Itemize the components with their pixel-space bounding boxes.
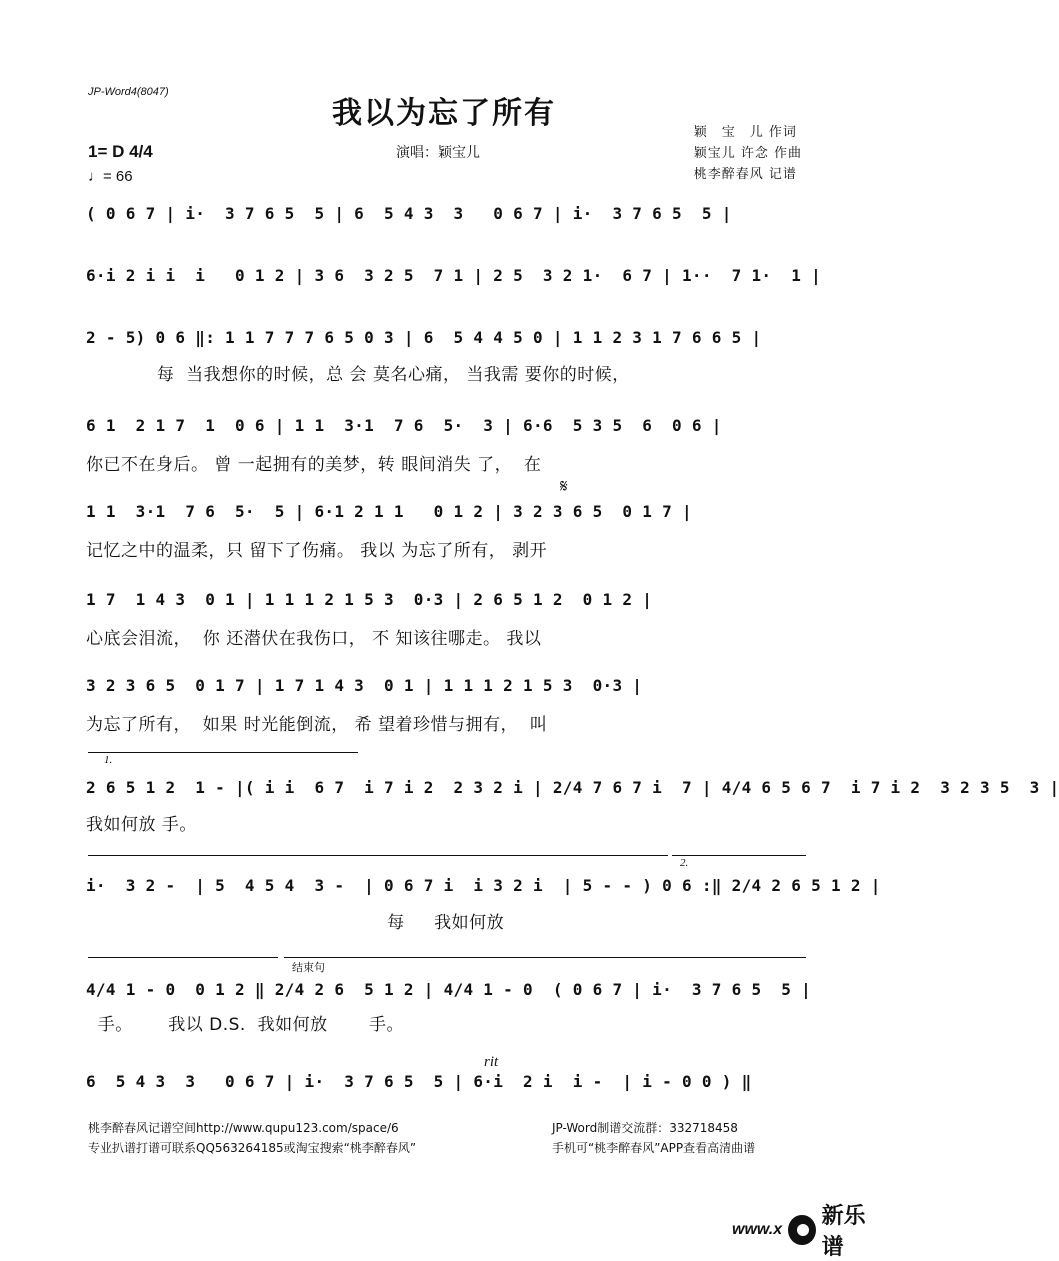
song-title: 我以为忘了所有 [332,96,556,131]
logo-disc-icon [788,1215,815,1245]
volta-bracket-2 [672,855,806,856]
credits-block [694,122,802,185]
coda-label: 结束句 [292,961,325,974]
transcriber-credit: 桃李醉春风 记谱 [693,167,797,182]
score-row-8-notes: 2 6 5 1 2 1 - |( i i 6 7 i 7 i 2 2 3 2 i | 2/4 7 6 7 i 7 | 4/4 6 5 6 7 i 7 i 2 3 2 3 5 3 | [86,778,1059,797]
score-row-5-notes: 1 1 3·1 7 6 5· 5 | 6·1 2 1 1 0 1 2 | 3 2 3 6 5 0 1 7 | [86,502,692,521]
score-row-8-lyrics: 我如何放 手。 [86,815,197,835]
coda-bracket [284,957,806,958]
watermark-brand: 新乐谱 [821,1204,866,1260]
score-row-7-lyrics: 为忘了所有， 如果 时光能倒流， 希 望着珍惜与拥有， 叫 [86,715,548,735]
score-row-11-notes: 6 5 4 3 3 0 6 7 | i· 3 7 6 5 5 | 6·i 2 i i - | i - 0 0 ) ‖ [86,1072,752,1091]
key-signature: 1= D 4/4 [88,142,153,161]
score-row-5-lyrics: 记忆之中的温柔，只 留下了伤痛。 我以 为忘了所有， 剥开 [86,541,548,561]
volta-2-label: 2. [680,857,689,869]
score-row-6-lyrics: 心底会泪流， 你 还潜伏在我伤口， 不 知该往哪走。 我以 [86,629,542,649]
volta-1-label: 1. [104,754,113,766]
footer-right [552,1118,755,1158]
footer-group: JP-Word制谱交流群：332718458 [552,1121,738,1135]
rit-marking: rit [484,1054,499,1070]
volta-bracket-1 [88,752,358,753]
watermark-url: www.x [732,1221,783,1238]
volta-bracket-1-cont [88,855,668,856]
score-row-3-lyrics: 每 当我想你的时候，总 会 莫名心痛， 当我需 要你的时候， [86,365,630,385]
score-row-1-notes: ( 0 6 7 | i· 3 7 6 5 5 | 6 5 4 3 3 0 6 7 | i· 3 7 6 5 5 | [86,204,732,223]
score-row-3-notes: 2 - 5) 0 6 ‖: 1 1 7 7 7 6 5 0 3 | 6 5 4 4 5 0 | 1 1 2 3 1 7 6 6 5 | [86,328,762,347]
score-row-9-notes: i· 3 2 - | 5 4 5 4 3 - | 0 6 7 i i 3 2 i | 5 - - ) 0 6 :‖ 2/4 2 6 5 1 2 | [86,876,881,895]
score-row-4-notes: 6 1 2 1 7 1 0 6 | 1 1 3·1 7 6 5· 3 | 6·6 5 3 5 6 0 6 | [86,416,722,435]
score-row-4-lyrics: 你已不在身后。 曾 一起拥有的美梦，转 眼间消失 了， 在 [86,455,542,475]
score-row-7-notes: 3 2 3 6 5 0 1 7 | 1 7 1 4 3 0 1 | 1 1 1 2 1 5 3 0·3 | [86,676,643,695]
lyricist-credit: 颖 宝 儿 作词 [693,125,797,140]
volta-bracket-2-cont [88,957,278,958]
score-row-6-notes: 1 7 1 4 3 0 1 | 1 1 1 2 1 5 3 0·3 | 2 6 5 1 2 0 1 2 | [86,590,653,609]
composer-credit: 颖宝儿 许念 作曲 [693,146,802,161]
footer-left [88,1118,416,1158]
score-row-9-lyrics: 每 我如何放 [86,913,505,933]
score-row-10-notes: 4/4 1 - 0 0 1 2 ‖ 2/4 2 6 5 1 2 | 4/4 1 - 0 ( 0 6 7 | i· 3 7 6 5 5 | [86,980,812,999]
footer-app: 手机可“桃李醉春风”APP查看高清曲谱 [552,1141,756,1155]
footer-contact: 专业扒谱打谱可联系QQ563264185或淘宝搜索“桃李醉春风” [88,1141,417,1155]
watermark-logo [732,1204,882,1260]
tempo-marking: ♩= 66 [88,168,133,185]
segno-sign: 𝄋 [560,476,568,497]
singer-credit: 演唱：颖宝儿 [396,145,480,161]
footer-space-link: 桃李醉春风记谱空间http://www.qupu123.com/space/6 [88,1121,399,1135]
software-tag: JP-Word4(8047) [88,86,169,98]
score-row-2-notes: 6·i 2 i i i 0 1 2 | 3 6 3 2 5 7 1 | 2 5 3 2 1· 6 7 | 1·· 7 1· 1 | [86,266,822,285]
score-row-10-lyrics: 手。 我以 D.S. 我如何放 手。 [86,1015,404,1035]
